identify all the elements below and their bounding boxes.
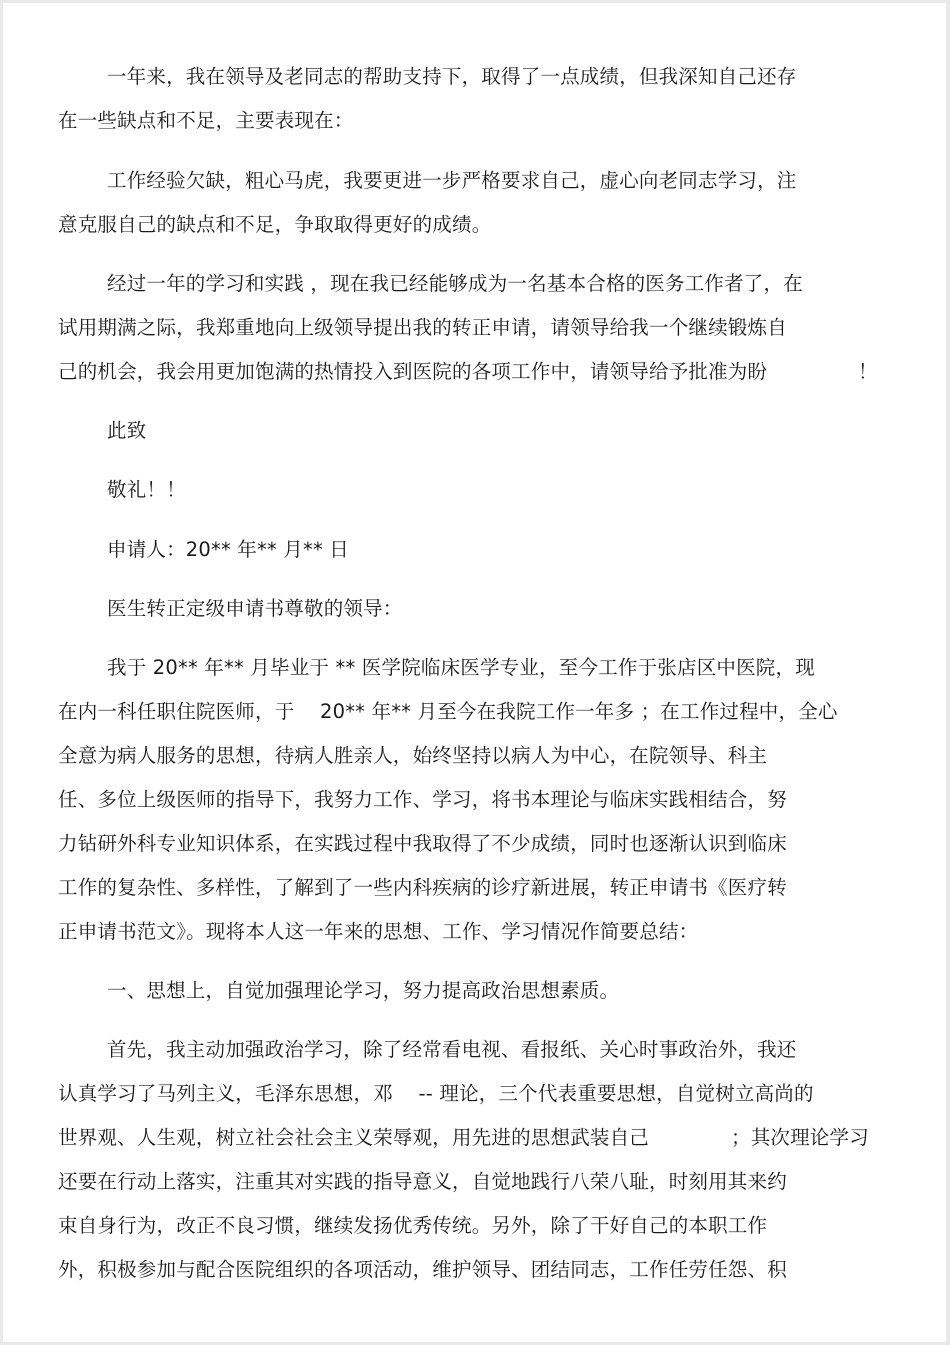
text-line: 任、多位上级医师的指导下，我努力工作、学习，将书本理论与临床实践相结合，努: [58, 788, 787, 811]
text-line: 试用期满之际，我郑重地向上级领导提出我的转正申请，请领导给我一个继续锻炼自: [58, 316, 787, 339]
text-line: 束自身行为，改正不良习惯，继续发扬优秀传统。另外，除了干好自己的本职工作: [58, 1214, 768, 1237]
section-heading: 医生转正定级申请书尊敬的领导：: [107, 597, 403, 620]
text-line: 力钻研外科专业知识体系，在实践过程中我取得了不少成绩，同时也逐渐认识到临床: [58, 832, 787, 855]
text-line: 我于 20** 年** 月毕业于 ** 医学院临床医学专业，至今工作于张店区中医院，现: [107, 656, 815, 679]
text-line: 全意为病人服务的思想，待病人胜亲人，始终坚持以病人为中心，在院领导、科主: [58, 744, 768, 767]
text-line: 外，积极参加与配合医院组织的各项活动，维护领导、团结同志，工作任劳任怨、积: [58, 1258, 787, 1281]
text-line: 首先，我主动加强政治学习，除了经常看电视、看报纸、关心时事政治外，我还: [107, 1038, 797, 1061]
text-line: 在一些缺点和不足，主要表现在：: [58, 109, 354, 132]
text-line: 经过一年的学习和实践 ，现在我已经能够成为一名基本合格的医务工作者了，在: [107, 272, 803, 295]
text-line: 还要在行动上落实，注重其对实践的指导意义，自觉地践行八荣八耻，时刻用其来约: [58, 1170, 787, 1193]
text-line: 意克服自己的缺点和不足，争取取得更好的成绩。: [58, 213, 492, 236]
text-line: 正申请书范文》。现将本人这一年来的思想、工作、学习情况作简要总结：: [58, 920, 699, 943]
text-line: ；其次理论学习: [731, 1126, 869, 1149]
text-line: 一年来，我在领导及老同志的帮助支持下，取得了一点成绩，但我深知自己还存: [107, 65, 797, 88]
document-page: [3, 3, 946, 1342]
closing-regards: 敬礼！！: [107, 478, 186, 501]
text-line: 世界观、人生观，树立社会社会主义荣辱观，用先进的思想武装自己: [58, 1126, 650, 1149]
closing-salutation: 此致: [107, 419, 147, 442]
text-line: 工作的复杂性、多样性，了解到了一些内科疾病的诊疗新进展，转正申请书《医疗转: [58, 876, 787, 899]
text-line: 认真学习了马列主义，毛泽东思想，邓 -- 理论，三个代表重要思想，自觉树立高尚的: [58, 1082, 814, 1105]
text-line: ！: [858, 360, 878, 383]
applicant-date: 申请人：20** 年** 月** 日: [107, 538, 350, 561]
text-line: 己的机会，我会用更加饱满的热情投入到医院的各项工作中，请领导给予批准为盼: [58, 360, 768, 383]
section-heading: 一、思想上，自觉加强理论学习，努力提高政治思想素质。: [107, 979, 620, 1002]
text-line: 工作经验欠缺，粗心马虎，我要更进一步严格要求自己，虚心向老同志学习，注: [107, 169, 797, 192]
text-line: 在内一科任职住院医师，于 20** 年** 月至今在我院工作一年多 ；在工作过程中，全心: [58, 700, 838, 723]
